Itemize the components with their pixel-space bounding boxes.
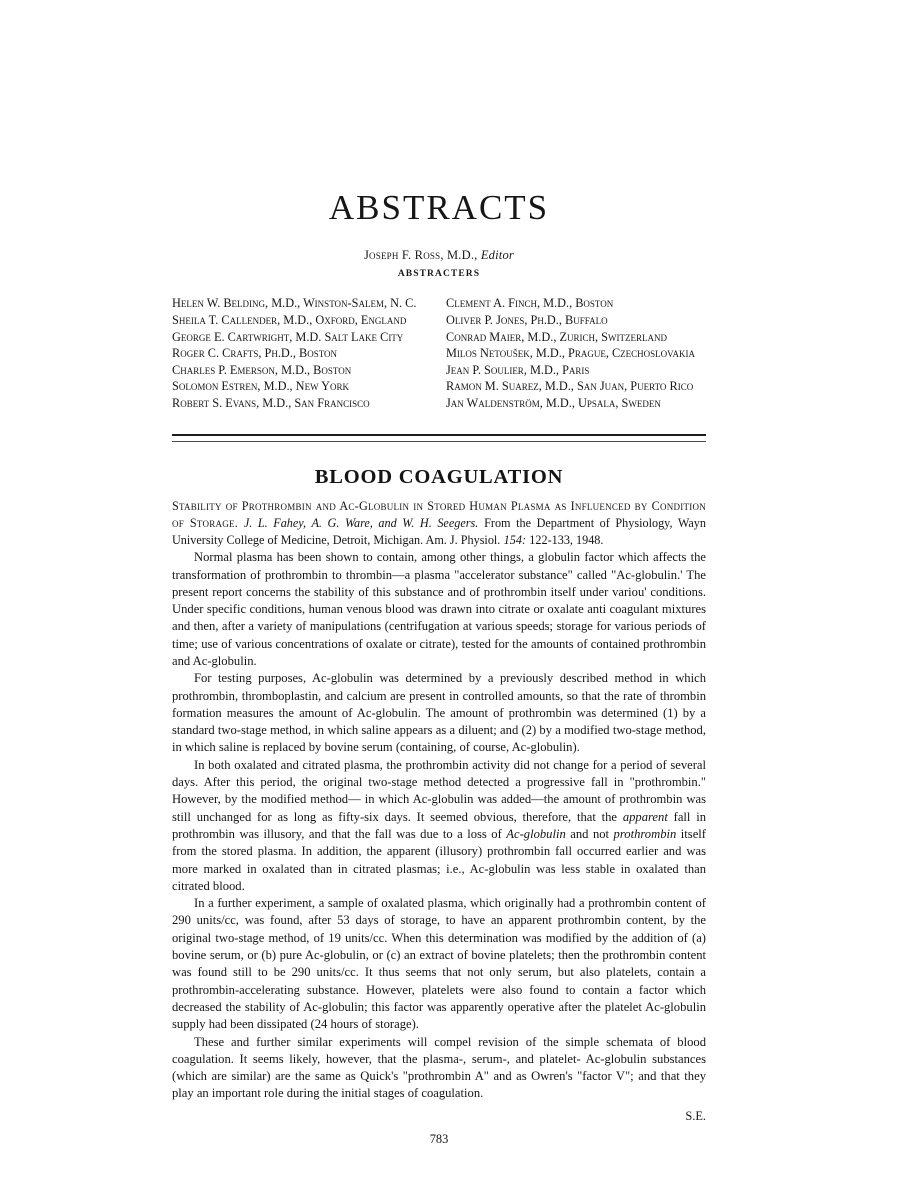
section-heading: BLOOD COAGULATION xyxy=(314,465,564,488)
divider-rule-top xyxy=(172,434,706,436)
list-item: Helen W. Belding, M.D., Winston-Salem, N. C. xyxy=(172,296,417,311)
paragraph: Normal plasma has been shown to contain, among other things, a globulin factor which affects the transformation of prothrombin to thrombin—a plasma "accelerator substance" called "Ac-globulin.' The present report concerns the stability of this substance and of prothrombin itself under variou' conditions. Under specific conditions, human venous blood was drawn into citrate or oxalate anti coagulant mixtures and then, after a variety of manipulations (centrifugation at various speeds; storage for various periods of time; use of various concentrations of oxalate or citrate), tested for the amounts of contained prothrombin and Ac-globulin. xyxy=(172,550,706,668)
list-item: Sheila T. Callender, M.D., Oxford, England xyxy=(172,313,407,328)
emphasis-ac-globulin: Ac-globulin xyxy=(506,826,566,841)
list-item: Jean P. Soulier, M.D., Paris xyxy=(446,362,590,377)
abstracter-initials: S.E. xyxy=(685,1108,706,1123)
emphasis-prothrombin: prothrombin xyxy=(613,826,677,841)
list-item: Oliver P. Jones, Ph.D., Buffalo xyxy=(446,313,608,328)
paragraph: In a further experiment, a sample of oxalated plasma, which originally had a prothrombin content of 290 units/cc, was found, after 53 days of storage, to have an apparent prothrombin content, by the original two-stage method, of 19 units/cc. When this determination was modified by the addition of (a) bovine serum, or (b) pure Ac-globulin, or (c) an extract of bovine platelets; then the prothrombin content was found still to be 290 units/cc. It thus seems that not only serum, but also platelets, contain a prothrombin-accelerating substance. However, platelets were also found to contain a factor which decreased the stability of Ac-globulin; this factor was apparently operative after the platelet Ac-globulin supply had been dissipated (24 hours of storage). xyxy=(172,896,706,1032)
abstracters-column-left xyxy=(172,295,446,411)
editor-name: Joseph F. Ross xyxy=(363,248,441,263)
list-item: Jan Waldenström, M.D., Upsala, Sweden xyxy=(446,396,661,410)
divider xyxy=(172,434,706,448)
editor-line xyxy=(172,248,706,263)
abstract-source: From the Department of Physiology, Wayn University College of Medicine, Detroit, Michigan. Am. J. Physiol. xyxy=(172,515,706,547)
page-content-column xyxy=(172,0,706,1147)
list-item: Robert S. Evans, M.D., San Francisco xyxy=(172,396,370,410)
page-number: 783 xyxy=(429,1131,449,1146)
list-item: Ramon M. Suarez, M.D., San Juan, Puerto Rico xyxy=(446,379,694,394)
emphasis-apparent: apparent xyxy=(622,809,668,824)
abstract-authors: J. L. Fahey, A. G. Ware, and W. H. Seegers. xyxy=(243,515,479,530)
list-item: Charles P. Emerson, M.D., Boston xyxy=(172,362,352,377)
list-item: Solomon Estren, M.D., New York xyxy=(172,379,350,394)
list-item: Conrad Maier, M.D., Zurich, Switzerland xyxy=(446,329,667,344)
editor-role: Editor xyxy=(480,248,514,263)
paragraph: For testing purposes, Ac-globulin was determined by a previously described method in which prothrombin, thromboplastin, and calcium are present in controlled amounts, so that the rate of thrombin formation measures the amount of Ac-globulin. The amount of prothrombin was determined (1) by a standard two-stage method, in which saline appears as a diluent; and (2) by a modified two-stage method, in which saline is replaced by bovine serum (containing, of course, Ac-globulin). xyxy=(172,671,706,755)
abstract-citation-pages: 122-133, 1948. xyxy=(529,533,604,547)
abstract-title-text: Stability of Prothrombin and Ac-Globulin in Stored Human Plasma as Influenced by Condition of Storage. xyxy=(172,498,706,530)
list-item: George E. Cartwright, M.D. Salt Lake City xyxy=(172,329,404,344)
paragraph-segment: In both oxalated and citrated plasma, the prothrombin activity did not change for a period of several days. After this period, the original two-stage method detected a progressive fall in "prothrombin." However, by the modified method— in which Ac-globulin was added—the amount of prothrombin was still unchanged for as long as fifty-six days. It seemed obvious, therefore, that the xyxy=(172,757,706,824)
paragraph: These and further similar experiments will compel revision of the simple schemata of blood coagulation. It seems likely, however, that the plasma-, serum-, and platelet- Ac-globulin substances (which are similar) are the same as Quick's "prothrombin A" and as Owren's "factor V"; and that they play an important role during the initial stages of coagulation. xyxy=(172,1034,706,1101)
divider-rule-bottom xyxy=(172,441,706,442)
abstracters-label: ABSTRACTERS xyxy=(397,269,481,280)
abstracters-list xyxy=(172,295,706,411)
abstract-citation xyxy=(172,498,706,550)
list-item: Roger C. Crafts, Ph.D., Boston xyxy=(172,346,338,361)
abstract-citation-volume: 154: xyxy=(503,533,526,547)
paragraph-segment: itself from the stored plasma. In addition, the apparent (illusory) prothrombin fall occurred earlier and was more marked in oxalated than in citrated plasmas; i.e., Ac-globulin was less stable in oxalated than citrated blood. xyxy=(172,826,706,893)
abstracters-column-right xyxy=(446,295,706,411)
page-title: ABSTRACTS xyxy=(328,188,550,227)
list-item: Clement A. Finch, M.D., Boston xyxy=(446,296,614,311)
paragraph-with-italics xyxy=(172,757,706,895)
paragraph-segment: fall in prothrombin was illusory, and that the fall was due to a loss of xyxy=(172,809,706,841)
list-item: Milos Netoušek, M.D., Prague, Czechoslovakia xyxy=(446,346,696,361)
editor-degree: , M.D., xyxy=(440,248,481,263)
paragraph-segment: and not xyxy=(565,826,614,841)
